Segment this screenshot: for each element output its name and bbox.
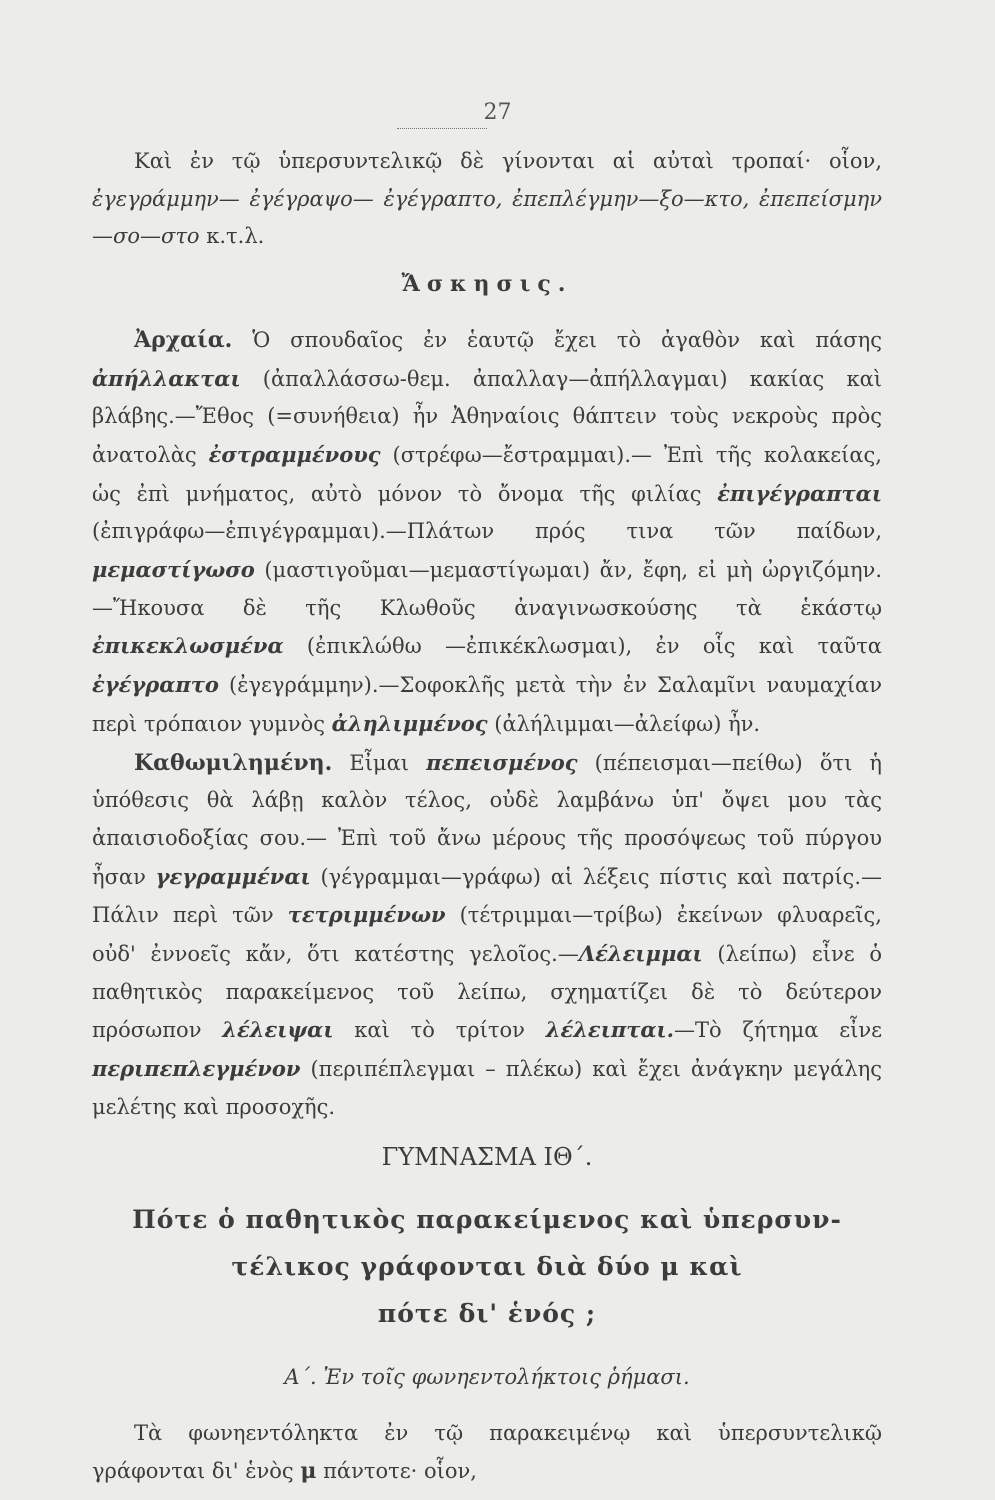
archaia-text-4: (ἐπιγράφω—ἐπιγέγραμμαι).—Πλάτων πρός τινα τῶν παίδων, bbox=[92, 519, 882, 544]
archaia-paragraph bbox=[92, 322, 882, 744]
archaia-text-8: (ἀλήλιμμαι—ἀλείφω) ἦν. bbox=[487, 711, 761, 736]
closing-end: πάντοτε· οἷον, bbox=[316, 1458, 477, 1483]
kath-text-3: (γέγραμμαι—γράφω) αἱ λέξεις πίστις καὶ πατρίς.—Πάλιν περὶ τῶν bbox=[92, 864, 882, 928]
page-number-rule bbox=[397, 128, 487, 129]
kath-paragraph bbox=[92, 744, 882, 1127]
intro-text: Καὶ ἐν τῷ ὑπερσυντελικῷ δὲ γίνονται αἱ αὐταὶ τροπαί· οἷον, bbox=[134, 149, 882, 173]
kath-word-1: πεπεισμένος bbox=[426, 749, 578, 775]
subsection-title: Α΄. Ἐν τοῖς φωνηεντολήκτοις ῥήμασι. bbox=[284, 1365, 690, 1390]
kath-text-5: (λείπω) εἶνε ὁ παθητικὸς παρακείμενος τοῦ λείπω, σχηματίζει δὲ τὸ δεύτερον πρόσωπον bbox=[92, 942, 882, 1043]
question-line-2: τέλικος γράφονται διὰ δύο μ καὶ bbox=[231, 1252, 743, 1282]
archaia-word-1: ἀπήλλακται bbox=[92, 365, 241, 391]
archaia-word-6: ἐγέγραπτο bbox=[92, 672, 219, 698]
archaia-text-7: (ἐγεγράμμην).—Σοφοκλῆς μετὰ τὴν ἐν Σαλαμῖνι ναυμαχίαν περὶ τρόπαιον γυμνὸς bbox=[92, 673, 882, 736]
kath-word-6: λέλειπται. bbox=[545, 1017, 674, 1043]
question-line-1: Πότε ὁ παθητικὸς παρακείμενος καὶ ὑπερσυν- bbox=[132, 1205, 842, 1235]
kath-text-6: καὶ τὸ τρίτον bbox=[333, 1018, 546, 1043]
archaia-word-4: μεμαστίγωσο bbox=[92, 557, 255, 583]
intro-tail: κ.τ.λ. bbox=[199, 224, 265, 249]
archaia-label: Ἀρχαία. bbox=[134, 326, 233, 353]
kath-label: Καθωμιλημένη. bbox=[134, 749, 333, 776]
archaia-word-7: ἀληλιμμένος bbox=[331, 710, 488, 736]
archaia-text-3: (στρέφω—ἔστραμμαι).— Ἐπὶ τῆς κολακείας, ὡς ἐπὶ μνήματος, αὐτὸ μόνον τὸ ὄνομα τῆς φιλίας bbox=[92, 442, 882, 506]
archaia-word-3: ἐπιγέγραπται bbox=[717, 480, 882, 506]
kath-text-4: (τέτριμμαι—τρίβω) ἐκείνων φλυαρεῖς, οὐδ' ἐννοεῖς κἄν, ὅτι κατέστης γελοῖος.— bbox=[92, 903, 882, 967]
archaia-word-5: ἐπικεκλωσμένα bbox=[92, 633, 284, 659]
archaia-word-2: ἐστραμμένους bbox=[208, 441, 381, 467]
archaia-text-5: (μαστιγοῦμαι—μεμαστίγωμαι) ἄν, ἔφη, εἰ μὴ ὠργιζόμην.—Ἤκουσα δὲ τῆς Κλωθοῦς ἀναγινωσκούσης τὰ ἑκάστῳ bbox=[92, 558, 882, 620]
askesis-title: Ἄσκησις. bbox=[401, 271, 573, 298]
gymnasma-question bbox=[92, 1196, 882, 1337]
gymnasma-title: ΓΥΜΝΑΣΜΑ ΙΘ΄. bbox=[381, 1142, 593, 1171]
kath-text-8: (περιπέπλεγμαι – πλέκω) καὶ ἔχει ἀνάγκην μεγάλης μελέτης καὶ προσοχῆς. bbox=[92, 1057, 882, 1119]
closing-paragraph bbox=[92, 1415, 882, 1490]
kath-word-2: γεγραμμέναι bbox=[155, 863, 311, 889]
kath-text-2: (πέπεισμαι—πείθω) ὅτι ἡ ὑπόθεσις θὰ λάβῃ καλὸν τέλος, οὐδὲ λαμβάνω ὑπ' ὄψει μου τὰς ἀπαισιοδοξίας σου.— Ἐπὶ τοῦ ἄνω μέρους τῆς προσόψεως τοῦ πύργου ἦσαν bbox=[92, 750, 882, 889]
closing-text: Τὰ φωνηεντόληκτα ἐν τῷ παρακειμένῳ καὶ ὑπερσυντελικῷ γράφονται δι' ἑνὸς bbox=[92, 1420, 882, 1483]
kath-word-5: λέλειψαι bbox=[222, 1017, 334, 1043]
page-body bbox=[92, 143, 882, 1490]
kath-word-7: περιπεπλεγμένον bbox=[92, 1056, 301, 1082]
kath-text-7: —Τὸ ζήτημα εἶνε bbox=[674, 1018, 882, 1043]
intro-paragraph bbox=[92, 143, 882, 256]
intro-forms: ἐγεγράμμην— ἐγέγραψο— ἐγέγραπτο, ἐπεπλέγμην—ξο—κτο, ἐπεπείσμην —σο—στο bbox=[92, 186, 882, 249]
kath-word-3: τετριμμένων bbox=[287, 902, 446, 928]
archaia-text-2: (ἀπαλλάσσω-θεμ. ἀπαλλαγ—ἀπήλλαγμαι) κακίας καὶ βλάβης.—Ἔθος (=συνήθεια) ἦν Ἀθηναίοις θάπτειν τοὺς νεκροὺς πρὸς ἀνατολὰς bbox=[92, 366, 882, 467]
page-number: 27 bbox=[483, 100, 512, 125]
archaia-text-6: (ἐπικλώθω —ἐπικέκλωσμαι), ἐν οἷς καὶ ταῦτα bbox=[283, 634, 882, 659]
kath-word-4: Λέλειμμαι bbox=[578, 941, 703, 967]
question-line-3: πότε δι' ἑνός ; bbox=[377, 1299, 597, 1329]
closing-bold-letter: μ bbox=[300, 1457, 317, 1484]
kath-text-1: Εἶμαι bbox=[332, 750, 427, 775]
archaia-text-1: Ὁ σπουδαῖος ἐν ἑαυτῷ ἔχει τὸ ἀγαθὸν καὶ πάσης bbox=[232, 327, 882, 352]
